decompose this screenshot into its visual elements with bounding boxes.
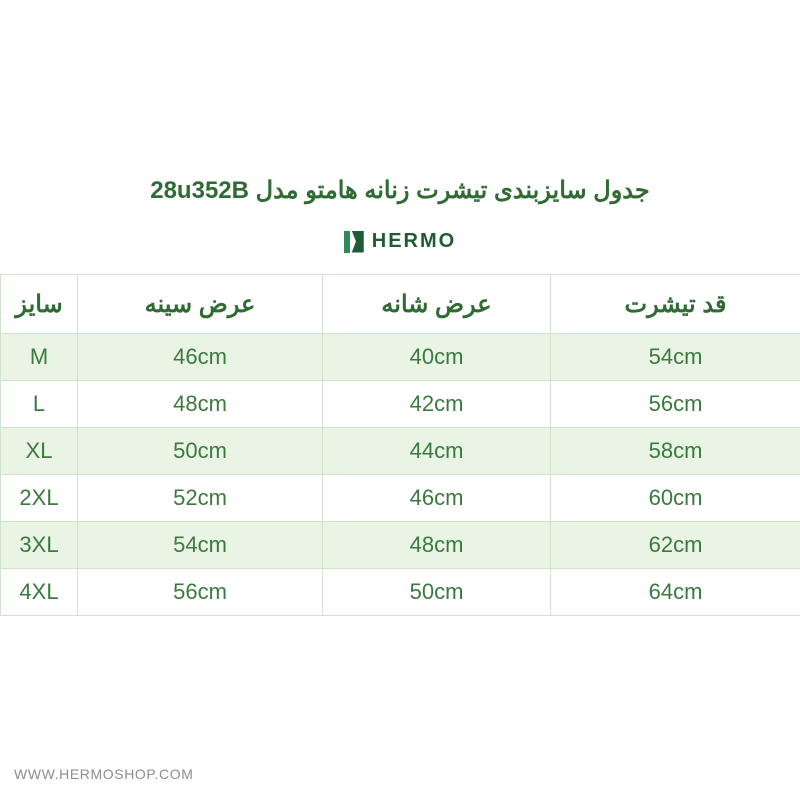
cell-chest-width: 52cm: [78, 475, 323, 522]
table-body: [1, 334, 800, 616]
page-title: جدول سایزبندی تیشرت زنانه هامتو مدل 28u352B: [150, 177, 650, 204]
size-table: [0, 274, 800, 616]
column-header-chest-width: عرض سینه: [78, 275, 323, 334]
cell-shoulder-width: 42cm: [323, 381, 551, 428]
cell-shirt-length: 62cm: [551, 522, 800, 569]
cell-size: 4XL: [1, 569, 78, 616]
cell-chest-width: 50cm: [78, 428, 323, 475]
cell-size: 2XL: [1, 475, 78, 522]
footer-website-url: WWW.HERMOSHOP.COM: [14, 766, 194, 782]
cell-chest-width: 48cm: [78, 381, 323, 428]
table-header: [1, 275, 800, 334]
cell-size: 3XL: [1, 522, 78, 569]
cell-shirt-length: 60cm: [551, 475, 800, 522]
table-row: [1, 381, 800, 428]
table-row: [1, 428, 800, 475]
table-row: [1, 475, 800, 522]
cell-shoulder-width: 50cm: [323, 569, 551, 616]
cell-shoulder-width: 48cm: [323, 522, 551, 569]
cell-shoulder-width: 44cm: [323, 428, 551, 475]
cell-chest-width: 54cm: [78, 522, 323, 569]
table-row: [1, 334, 800, 381]
table-row: [1, 569, 800, 616]
cell-chest-width: 46cm: [78, 334, 323, 381]
cell-shirt-length: 56cm: [551, 381, 800, 428]
table-row: [1, 522, 800, 569]
cell-shoulder-width: 46cm: [323, 475, 551, 522]
column-header-size: سایز: [1, 275, 78, 334]
hermo-logo-icon: [344, 231, 364, 253]
cell-chest-width: 56cm: [78, 569, 323, 616]
cell-shirt-length: 64cm: [551, 569, 800, 616]
cell-size: M: [1, 334, 78, 381]
table-header-row: [1, 275, 800, 334]
cell-shirt-length: 58cm: [551, 428, 800, 475]
brand-logo: [0, 230, 800, 253]
column-header-shoulder-width: عرض شانه: [323, 275, 551, 334]
cell-size: XL: [1, 428, 78, 475]
brand-name: HERMO: [371, 230, 457, 252]
cell-shoulder-width: 40cm: [323, 334, 551, 381]
cell-shirt-length: 54cm: [551, 334, 800, 381]
cell-size: L: [1, 381, 78, 428]
column-header-shirt-length: قد تیشرت: [551, 275, 800, 334]
